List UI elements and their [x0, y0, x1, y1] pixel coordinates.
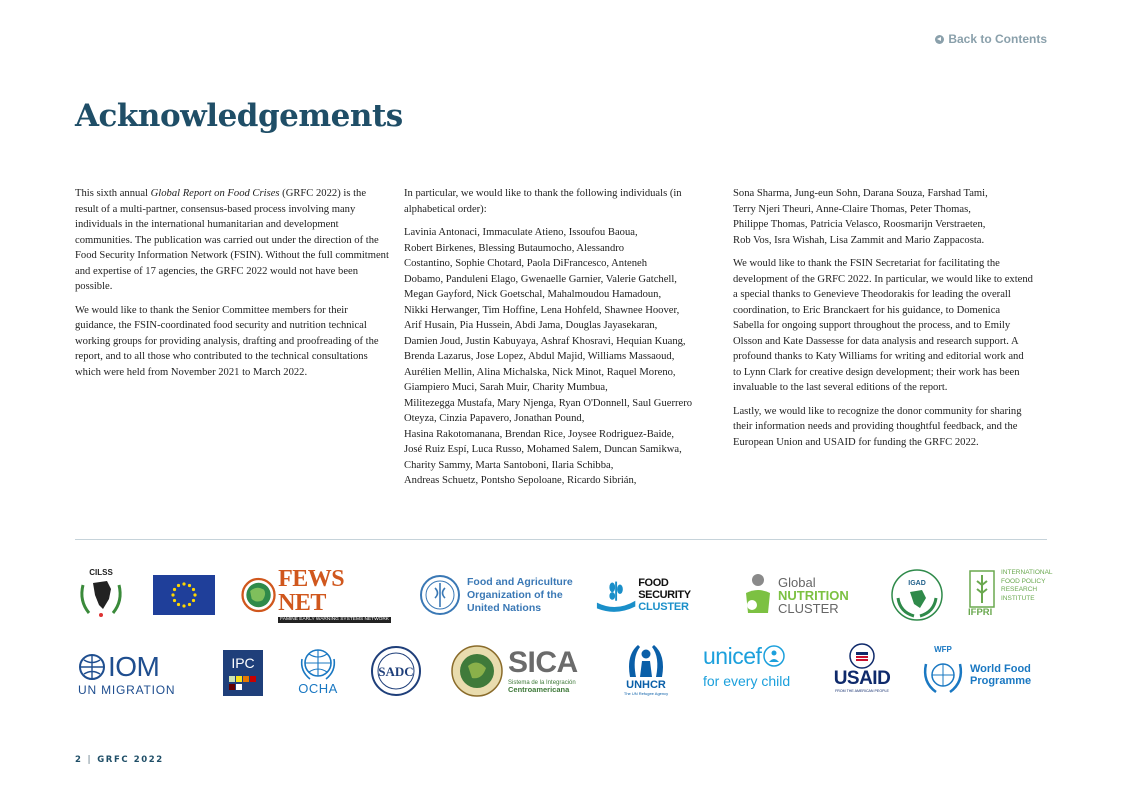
ipc-emblem-icon	[223, 650, 263, 696]
names-line: Robert Birkenes, Blessing Butaumocho, Alessandro	[404, 242, 625, 254]
fsin-secretariat-paragraph: We would like to thank the FSIN Secretariat for facilitating the development of the GRFC 2022. In particular, we would like to extend a special thanks to Genevieve Theodorakis for leading the overall coordination, to Eric Branckaert for his guidance, to Domenica Sabella for ongoing support throughout the process, and to Emily Olsson and Kate Dassesse for data analysis and research support. A profound thanks to Katy Williams for writing and editorial work and to Lynn Clark for creative design development; their work has been invaluable to the last several editions of the report.	[733, 258, 1033, 393]
iom-emblem-icon	[78, 653, 106, 681]
names-line: Giampiero Muci, Sarah Muir, Charity Mumbua,	[404, 382, 608, 393]
names-line: Sona Sharma, Jung-eun Sohn, Darana Souza, Farshad Tami,	[733, 188, 988, 199]
donor-paragraph: Lastly, we would like to recognize the donor community for sharing their information needs and providing thoughtful feedback, and the European Union and USAID for funding the GRFC 2022.	[733, 405, 1022, 448]
names-line: Dobamo, Panduleni Elago, Gwenaelle Garnier, Valerie Gatchell,	[404, 273, 677, 285]
wfp-wreath-icon	[920, 654, 966, 696]
food-security-cluster-logo	[595, 575, 720, 615]
sica-title: SICA	[508, 646, 578, 680]
unhcr-hands-icon	[624, 641, 668, 679]
gnc-line2: NUTRITION	[778, 587, 849, 603]
individual-names	[404, 225, 716, 489]
gnc-line1: Global	[778, 574, 816, 590]
thanks-committee-paragraph: We would like to thank the Senior Committee members for their guidance, the FSIN-coordinated food security and nutrition technical working groups for providing analysis, drafting and proofreading of the report, and to all those who contributed to the technical consultations which were held from November 2021 to March 2022.	[75, 304, 379, 378]
ipc-logo	[223, 650, 263, 696]
fews-globe-icon	[241, 572, 276, 618]
names-line: Terry Njeri Theuri, Anne-Claire Thomas, Peter Thomas,	[733, 203, 971, 215]
igad-emblem-icon	[890, 568, 944, 622]
fao-name-line3: United Nations	[467, 601, 542, 614]
intro-paragraph	[75, 186, 390, 295]
names-line: Nikki Herwanger, Tim Hoffine, Lena Hohfeld, Shawnee Hoover,	[404, 304, 680, 316]
names-line: Philippe Thomas, Patricia Velasco, Roosmarijn Verstraeten,	[733, 219, 986, 230]
names-line: Brenda Lazarus, Jose Lopez, Abdul Majid, Williams Massaoud,	[404, 351, 675, 362]
intro-text: This sixth annual	[75, 188, 151, 199]
footer-separator: |	[87, 755, 93, 765]
footer-label: GRFC 2022	[97, 755, 164, 765]
fews-net-subtitle: FAMINE EARLY WARNING SYSTEMS NETWORK	[280, 616, 389, 622]
usaid-logo	[827, 643, 897, 699]
page-footer	[75, 755, 164, 765]
ocha-logo	[293, 645, 343, 697]
names-line: Damien Joud, Justin Kabuyaya, Ashraf Khosravi, Hequian Kuang,	[404, 335, 686, 347]
fsc-line1: FOOD SECURITY	[638, 577, 691, 601]
sica-subtitle-2: Centroamericana	[508, 685, 570, 695]
unhcr-subtitle: The UN Refugee Agency	[623, 691, 669, 696]
cilss-emblem-icon	[75, 565, 127, 621]
sica-emblem-icon	[450, 644, 504, 698]
wfp-abbr: WFP	[934, 644, 952, 654]
ifpri-logo	[968, 569, 1068, 621]
unicef-title: unicef	[703, 643, 762, 669]
names-line: Lavinia Antonaci, Immaculate Atieno, Issoufou Baoua,	[404, 227, 638, 238]
ocha-title: OCHA	[298, 681, 338, 696]
ifpri-wheat-icon	[968, 569, 996, 609]
individual-names-continued	[733, 186, 1033, 248]
sadc-text: SADC	[378, 664, 414, 679]
ifpri-line4: INSTITUTE	[1001, 594, 1035, 602]
usaid-subtitle: FROM THE AMERICAN PEOPLE	[835, 689, 889, 693]
cilss-text: CILSS	[89, 568, 113, 577]
ipc-text: IPC	[231, 655, 255, 671]
column-3	[733, 186, 1033, 458]
sadc-logo	[370, 645, 422, 697]
back-to-contents-link[interactable]	[935, 32, 1047, 46]
names-line: Costantino, Sophie Chotard, Paola DiFrancesco, Anteneh	[404, 258, 648, 269]
ifpri-line1: INTERNATIONAL	[1001, 569, 1053, 576]
back-arrow-icon	[935, 35, 944, 44]
names-line: Andreas Schuetz, Pontsho Sepoloane, Ricardo Sibrián,	[404, 475, 637, 486]
wfp-logo	[920, 642, 1045, 698]
fsc-line2: CLUSTER	[638, 601, 689, 613]
names-line: Oteyza, Cinzia Papavero, Jonathan Pound,	[404, 413, 585, 424]
usaid-seal-icon	[849, 643, 875, 669]
names-line: Aurélien Mellin, Alina Michalska, Nick Minot, Raquel Moreno,	[404, 366, 676, 378]
unhcr-logo	[621, 641, 671, 699]
fao-emblem-icon	[419, 574, 461, 616]
nutrition-figure-icon	[740, 573, 774, 617]
iom-logo	[78, 653, 193, 697]
wfp-line2: Programme	[970, 675, 1032, 687]
sica-subtitle-1: Sistema de la Integración	[508, 680, 576, 687]
gnc-line3: CLUSTER	[778, 600, 839, 616]
column-2	[404, 186, 716, 497]
iom-title: IOM	[108, 651, 160, 682]
report-title-italic: Global Report on Food Crises	[150, 188, 280, 199]
names-line: Arif Husain, Pia Hussein, Abdi Jama, Douglas Jayasekaran,	[404, 320, 658, 331]
unicef-subtitle: for every child	[703, 673, 791, 689]
names-line: Hasina Rakotomanana, Brendan Rice, Joysee Rodriguez-Baide,	[404, 428, 675, 440]
names-line: Rob Vos, Isra Wishah, Lisa Zammit and Mario Zappacosta.	[733, 234, 985, 246]
usaid-title: USAID	[833, 668, 891, 689]
individuals-intro: In particular, we would like to thank the following individuals (in alphabetical order):	[404, 188, 682, 215]
global-nutrition-cluster-logo	[740, 571, 870, 619]
eu-flag-logo	[153, 575, 215, 615]
fews-net-logo	[241, 565, 391, 622]
igad-logo	[890, 568, 944, 622]
names-line: Charity Sammy, Marta Santoboni, Ilaria Schibba,	[404, 459, 614, 471]
cilss-logo	[75, 565, 127, 621]
fao-name-line2: Organization of the	[467, 588, 563, 601]
page-number: 2	[75, 755, 83, 765]
ifpri-line3: RESEARCH	[1001, 586, 1038, 593]
wfp-line1: World Food	[970, 663, 1031, 675]
unhcr-title: UNHCR	[626, 679, 666, 691]
igad-text: IGAD	[908, 580, 926, 587]
unicef-logo	[703, 643, 803, 697]
sadc-emblem-icon	[370, 645, 422, 697]
intro-text-rest: (GRFC 2022) is the result of a multi-partner, consensus-based process involving many individuals in the international humanitarian and development communities. The publication was carried out under the direction of the Food Security Information Network (FSIN). Without the full commitment and expertise of 17 agencies, the GRFC 2022 would not have been possible.	[75, 188, 389, 292]
wheat-hands-icon	[595, 577, 637, 613]
ifpri-abbr: IFPRI	[968, 607, 993, 618]
fao-name-line1: Food and Agriculture	[467, 575, 573, 588]
ifpri-line2: FOOD POLICY	[1001, 577, 1046, 585]
page-title: Acknowledgements	[75, 98, 403, 134]
sica-logo	[450, 643, 590, 699]
column-1	[75, 186, 390, 388]
back-to-contents-label: Back to Contents	[948, 32, 1047, 46]
fews-net-title: FEWS NET	[278, 565, 345, 616]
iom-subtitle: UN MIGRATION	[78, 683, 176, 697]
names-line: Militezegga Mustafa, Mary Njenga, Ryan O'Donnell, Saul Guerrero	[404, 397, 693, 409]
eu-flag-icon	[153, 575, 215, 615]
divider	[75, 539, 1047, 540]
names-line: José Ruiz Espí, Luca Russo, Mohamed Salem, Duncan Samikwa,	[404, 444, 682, 455]
unicef-emblem-icon	[762, 644, 786, 668]
names-line: Megan Gayford, Nick Goetschal, Mahalmoudou Hamadoun,	[404, 289, 662, 300]
fao-logo	[419, 573, 579, 617]
un-emblem-icon	[298, 645, 338, 681]
